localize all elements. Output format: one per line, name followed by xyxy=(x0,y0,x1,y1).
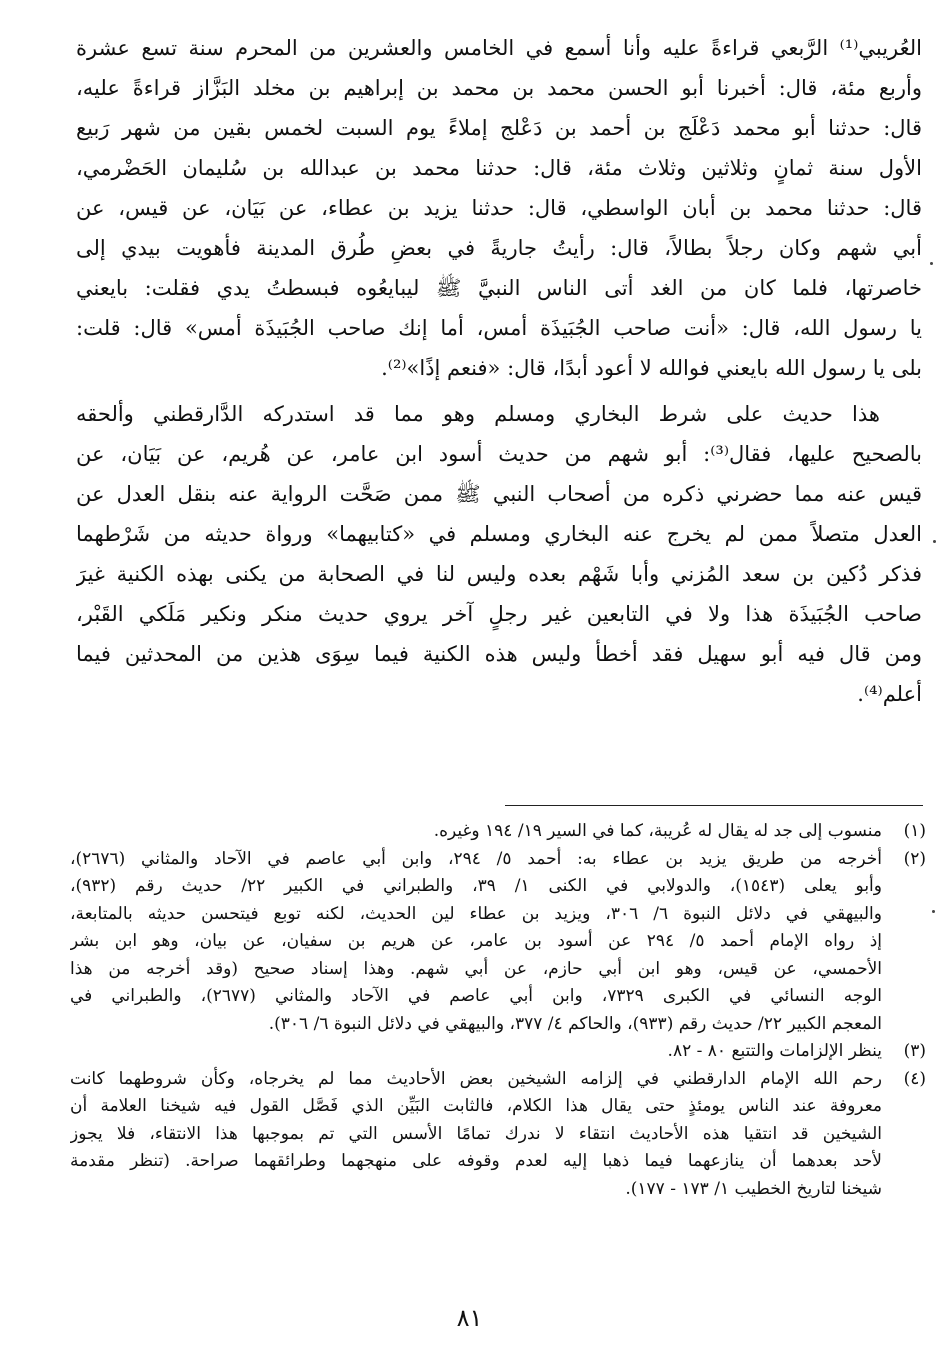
footnote-1 xyxy=(70,818,926,846)
paragraph-1 xyxy=(76,28,922,388)
text-line: صاحب الجُبَيذَة هذا ولا في التابعين غير رجلٍ آخر يروي حديث منكر ونكير مَلَكي القَبْر، xyxy=(76,602,922,626)
text-line: قال: حدثنا أبو محمد دَعْلَج بن أحمد بن دَعْلج إملاءً يوم السبت لخمس بقين من شهر رَبيع xyxy=(76,116,922,140)
footnote-line: معروفة عند الناس يومئذٍ حتى يقال هذا الكلام، فالثابت البَيِّن الذي فَصَّل القول فيه شيخنا العلامة أن xyxy=(70,1096,882,1116)
text-line: فذكر دُكين بن سعد المُزني وأبا شَهْم بعده وليس لنا في الصحابة من يكنى بهذه الكنية غيرَ xyxy=(76,562,922,586)
footnote-line: وأبو يعلى (١٥٤٣)، والدولابي في الكنى ١/ ٣٩، والطبراني في الكبير ٢٢/ حديث رقم (٩٣٢)، xyxy=(70,876,882,896)
footnote-body xyxy=(70,1066,882,1204)
paragraph-2 xyxy=(76,394,922,714)
text-line: ومن قال فيه أبو سهيل فقد أخطأ وليس هذه الكنية فيما سِوَى هذين من المحدثين فيما xyxy=(76,642,922,666)
text-line: خاصرتها، فلما كان من الغد أتى الناس النبيَّ ﷺ ليبايعُوه فبسطتُ يدي فقلت: بايعني xyxy=(76,276,922,300)
footnote-2 xyxy=(70,846,926,1039)
text-line: أبي شهم وكان رجلاً بطالاً، قال: رأيتُ جاريةً في بعضِ طُرق المدينة فأهويت بيدي إلى xyxy=(76,236,922,260)
footnote-line: رحم الله الإمام الدارقطني في إلزامه الشيخين بعض الأحاديث مما لم يخرجاه، وكأن شروطهما كانت xyxy=(70,1068,882,1089)
footnote-separator xyxy=(505,805,923,806)
text-line: قال: حدثنا محمد بن أبان الواسطي، قال: حدثنا يزيد بن عطاء، عن بَيَان، عن قيس، عن xyxy=(76,196,922,220)
footnotes xyxy=(70,818,926,1203)
text-line: أعلم⁽⁴⁾. xyxy=(857,682,922,706)
main-text xyxy=(76,28,922,714)
footnote-number: (٤) xyxy=(903,1068,926,1089)
scan-speck xyxy=(930,262,933,265)
footnote-line: الوجه النسائي في الكبرى ٧٣٢٩، وابن أبي عاصم في الآحاد والمثاني (٢٦٧٧)، والطبراني في xyxy=(70,986,882,1006)
footnote-number: (٣) xyxy=(903,1041,926,1061)
footnote-3 xyxy=(70,1038,926,1066)
text-line: العُريبي⁽¹⁾ الرَّبعي قراءةً عليه وأنا أسمع في الخامس والعشرين من المحرم سنة تسع عشرة xyxy=(76,36,922,60)
footnote-4 xyxy=(70,1066,926,1204)
text-line: الأول سنة ثمانٍ وثلاثين وثلاث مئة، قال: حدثنا محمد بن عبدالله بن سُليمان الحَضْرمي، xyxy=(76,156,922,180)
footnote-line: لأحد بعدهما أن ينازعهما فيما ذهبا إليه لعدم وقوفه على منهجهما وطرائقهما صراحة. (تنظر مقدمة xyxy=(70,1151,882,1171)
footnote-line: إذ رواه الإمام أحمد ٥/ ٢٩٤ عن أسود بن عامر، عن هريم بن سفيان، عن بيان، وهو ابن بشر xyxy=(70,931,882,951)
scan-speck xyxy=(933,540,936,543)
footnote-line: الشيخين قد انتقيا هذه الأحاديث انتقاء لا ندرك تمامًا الأسس التي تم بموجبها هذا الانتقاء، فلا يجوز xyxy=(70,1123,882,1144)
text-line: بلى يا رسول الله بايعني فوالله لا أعود أبدًا، قال: «فنعم إذًا»⁽²⁾. xyxy=(381,356,922,380)
footnote-body xyxy=(70,846,882,1039)
text-line: العدل متصلاً ممن لم يخرج عنه البخاري ومسلم في «كتابيهما» ورواة حديثه من شَرْطهما xyxy=(76,522,922,546)
footnote-line: والبيهقي في دلائل النبوة ٦/ ٣٠٦، ويزيد بن عطاء لين الحديث، لكنه توبع فيتحسن حديثه بالمتابعة، xyxy=(70,903,882,924)
text-line: هذا حديث على شرط البخاري ومسلم وهو مما قد استدركه الدَّارقطني وألحقه xyxy=(76,402,880,426)
text-line: بالصحيح عليها، فقال⁽³⁾: أبو شهم من حديث أسود ابن عامر، عن هُريم، عن بَيَان، عن xyxy=(76,442,922,466)
footnote-line: ينظر الإلزامات والتتبع ٨٠ - ٨٢. xyxy=(667,1041,882,1061)
footnote-line: الأحمسي، عن قيس، وهو ابن أبي حازم، عن أبي شهم. وهذا إسناد صحيح (وقد أخرجه من هذا xyxy=(70,958,882,979)
text-line: يا رسول الله، قال: «أنت صاحب الجُبَيذَة أمس، أما إنك صاحب الجُبَيذَة أمس» قال: قلت: xyxy=(76,316,922,340)
footnote-body xyxy=(70,1038,882,1066)
text-line: وأربع مئة، قال: أخبرنا أبو الحسن محمد بن محمد بن إبراهيم بن مخلد البَزَّاز قراءةً عليه، xyxy=(76,76,922,100)
footnote-line: المعجم الكبير ٢٢/ حديث رقم (٩٣٣)، والحاكم ٤/ ٣٧٧، والبيهقي في دلائل النبوة ٦/ ٣٠٦). xyxy=(268,1013,882,1034)
footnote-number: (١) xyxy=(903,821,926,841)
footnote-line: شيخنا لتاريخ الخطيب ١/ ١٧٣ - ١٧٧). xyxy=(625,1178,882,1199)
scan-speck xyxy=(932,910,935,913)
page-number: ٨١ xyxy=(456,1304,483,1332)
footnote-line: منسوب إلى جد له يقال له عُريبة، كما في السير ١٩/ ١٩٤ وغيره. xyxy=(433,821,882,841)
footnote-body xyxy=(70,818,882,846)
footnote-number: (٢) xyxy=(903,848,926,869)
footnote-line: أخرجه من طريق يزيد بن عطاء به: أحمد ٥/ ٢٩٤، وابن أبي عاصم في الآحاد والمثاني (٢٦٧٦)، xyxy=(70,848,882,869)
text-line: قيس عنه مما حضرني ذكره من أصحاب النبي ﷺ ممن صَحَّت الرواية عنه بنقل العدل عن xyxy=(76,482,922,506)
